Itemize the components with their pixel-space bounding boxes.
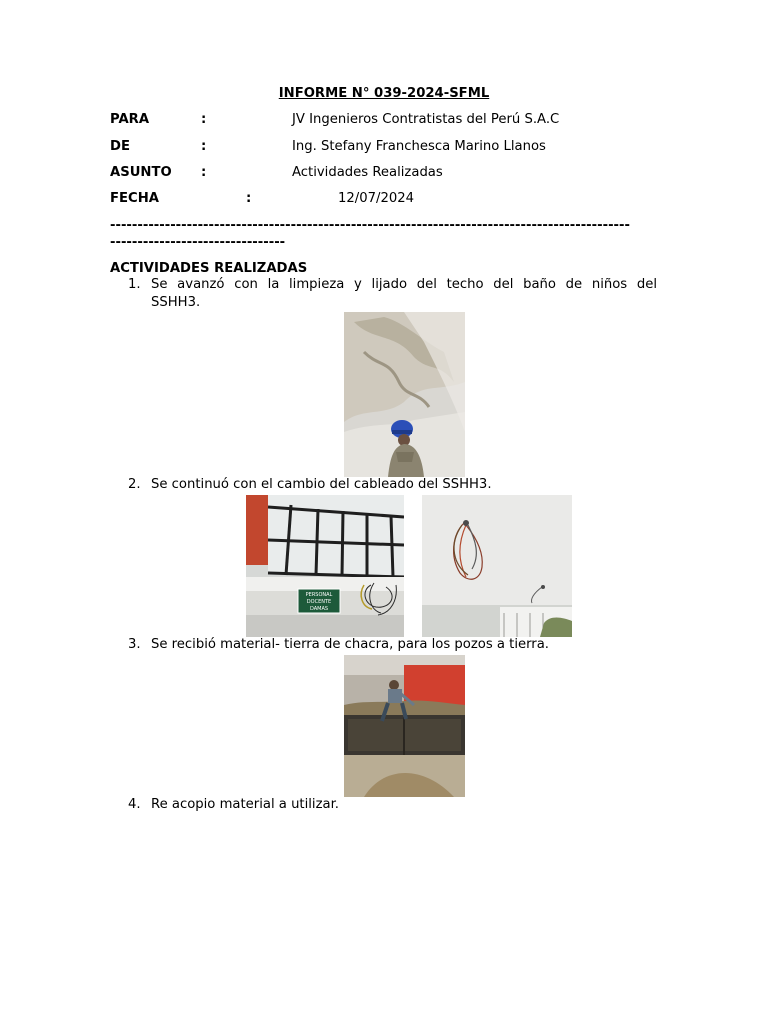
- list-item-text: Se recibió material- tierra de chacra, para los pozos a tierra.: [151, 637, 550, 652]
- separator-line: -----------------------------------------------------------------------------------------------: [110, 218, 630, 233]
- list-item-text: SSHH3.: [151, 295, 201, 310]
- photo-ceiling-wires: [422, 495, 572, 637]
- photo-truck-soil: [344, 655, 465, 797]
- asunto-separator: :: [201, 165, 207, 180]
- fecha-separator: :: [246, 191, 252, 206]
- list-item-text: Se avanzó con la limpieza y lijado del techo del baño de niños del: [151, 277, 657, 292]
- list-item-number: 3.: [128, 637, 141, 652]
- section-title: ACTIVIDADES REALIZADAS: [110, 261, 308, 276]
- sign-text: PERSONAL: [305, 592, 333, 598]
- asunto-label: ASUNTO: [110, 165, 172, 180]
- list-item-number: 2.: [128, 477, 141, 492]
- report-title: INFORME N° 039-2024-SFML: [278, 86, 490, 101]
- de-label: DE: [110, 139, 130, 154]
- para-value: JV Ingenieros Contratistas del Perú S.A.C: [292, 112, 560, 127]
- asunto-value: Actividades Realizadas: [292, 165, 443, 180]
- sign-text: DAMAS: [309, 606, 329, 612]
- list-item-text: Se continuó con el cambio del cableado del SSHH3.: [151, 477, 492, 492]
- de-value: Ing. Stefany Franchesca Marino Llanos: [292, 139, 546, 154]
- fecha-value: 12/07/2024: [338, 191, 415, 206]
- separator-line: --------------------------------: [110, 235, 286, 250]
- para-separator: :: [201, 112, 207, 127]
- list-item-text: Re acopio material a utilizar.: [151, 797, 340, 812]
- sign-text: DOCENTE: [306, 599, 332, 605]
- photo-wiring-sign: [246, 495, 404, 637]
- para-label: PARA: [110, 112, 150, 127]
- de-separator: :: [201, 139, 207, 154]
- list-item-number: 4.: [128, 797, 141, 812]
- photo-ceiling-sanding: [344, 312, 465, 477]
- list-item-number: 1.: [128, 277, 141, 292]
- fecha-label: FECHA: [110, 191, 159, 206]
